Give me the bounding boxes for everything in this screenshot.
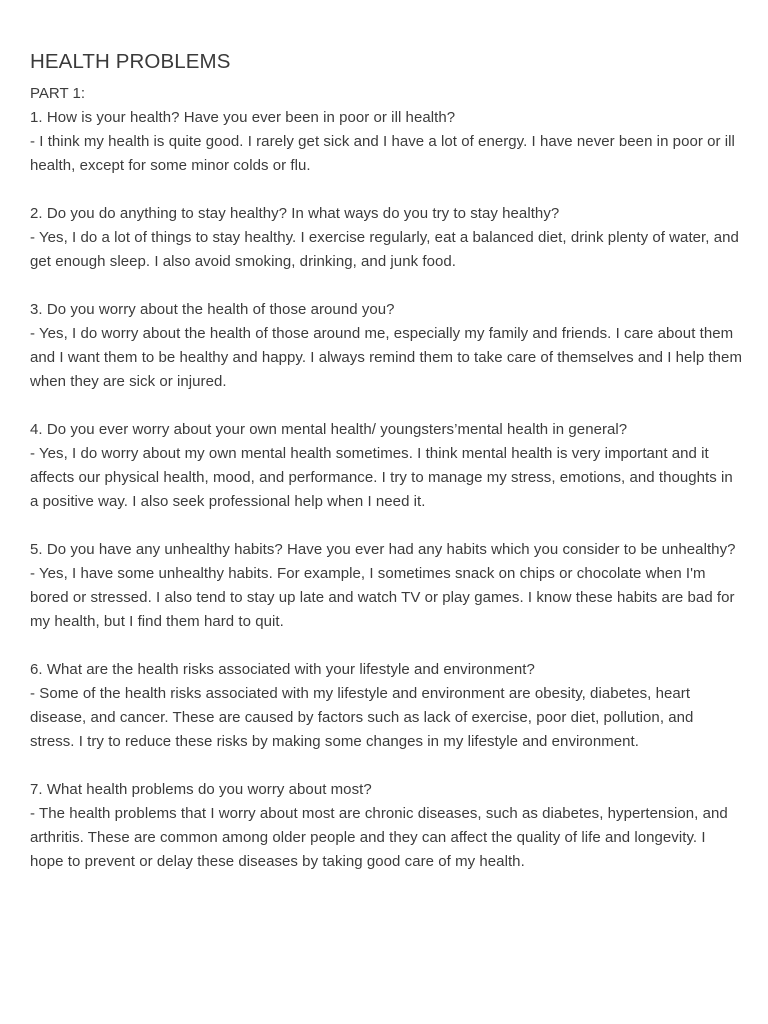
question-text: 1. How is your health? Have you ever been in poor or ill health? bbox=[30, 109, 456, 126]
answer-text: - Some of the health risks associated with my lifestyle and environment are obesity, diabetes, heart disease, and cancer. These are caused by factors such as lack of exercise, poor diet, pollution, and stress. I try to reduce these risks by making some changes in my lifestyle and environment. bbox=[30, 685, 694, 750]
answer-text: - Yes, I do a lot of things to stay healthy. I exercise regularly, eat a balanced diet, drink plenty of water, and get enough sleep. I also avoid smoking, drinking, and junk food. bbox=[30, 229, 739, 270]
answer-text: - Yes, I do worry about the health of those around me, especially my family and friends. I care about them and I want them to be healthy and happy. I always remind them to take care of themselves and I help them when they are sick or injured. bbox=[30, 325, 742, 390]
qa-item-7 bbox=[30, 778, 742, 874]
question-text: 5. Do you have any unhealthy habits? Have you ever had any habits which you consider to be unhealthy? bbox=[30, 541, 736, 558]
qa-item-2 bbox=[30, 202, 742, 274]
question-text: 4. Do you ever worry about your own mental health/ youngsters’mental health in general? bbox=[30, 421, 628, 438]
question-text: 2. Do you do anything to stay healthy? In what ways do you try to stay healthy? bbox=[30, 205, 560, 222]
qa-item-5 bbox=[30, 538, 742, 634]
question-text: 6. What are the health risks associated with your lifestyle and environment? bbox=[30, 661, 535, 678]
qa-item-1 bbox=[30, 106, 742, 178]
question-text: 3. Do you worry about the health of those around you? bbox=[30, 301, 395, 318]
part-label: PART 1: bbox=[30, 85, 86, 102]
document-title: HEALTH PROBLEMS bbox=[30, 50, 231, 73]
question-text: 7. What health problems do you worry about most? bbox=[30, 781, 372, 798]
qa-item-6 bbox=[30, 658, 742, 754]
qa-item-4 bbox=[30, 418, 742, 514]
answer-text: - Yes, I have some unhealthy habits. For example, I sometimes snack on chips or chocolate when I'm bored or stressed. I also tend to stay up late and watch TV or play games. I know these habits are bad for my health, but I find them hard to quit. bbox=[30, 565, 735, 630]
answer-text: - The health problems that I worry about most are chronic diseases, such as diabetes, hypertension, and arthritis. These are common among older people and they can affect the quality of life and longevity. I hope to prevent or delay these diseases by taking good care of my health. bbox=[30, 805, 728, 870]
answer-text: - I think my health is quite good. I rarely get sick and I have a lot of energy. I have never been in poor or ill health, except for some minor colds or flu. bbox=[30, 133, 735, 174]
qa-item-3 bbox=[30, 298, 742, 394]
answer-text: - Yes, I do worry about my own mental health sometimes. I think mental health is very important and it affects our physical health, mood, and performance. I try to manage my stress, emotions, and thoughts in a positive way. I also seek professional help when I need it. bbox=[30, 445, 733, 510]
